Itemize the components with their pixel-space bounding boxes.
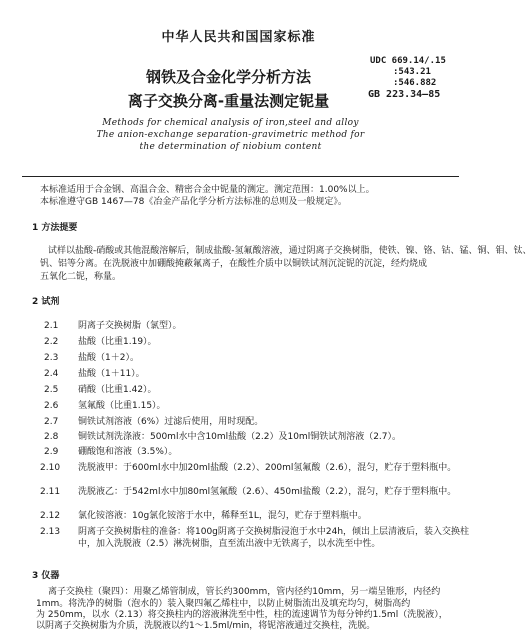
reagent-text: 盐酸（1＋11）。 xyxy=(78,369,145,379)
reagent-text: 阴离子交换树脂（氯型）。 xyxy=(78,321,182,331)
reagent-num: 2.1 xyxy=(44,321,59,331)
reagent-num: 2.3 xyxy=(44,353,59,363)
reagent-num: 2.11 xyxy=(40,487,61,497)
reagent-text: 氢氟酸（比重1.15）。 xyxy=(78,401,166,411)
reagent-num: 2.2 xyxy=(44,337,59,347)
reagent-text: 硝酸（比重1.42）。 xyxy=(78,385,157,395)
reagent-num: 2.9 xyxy=(44,447,59,457)
reagent-text: 氯化铵溶液：10g氯化铵溶于水中，稀释至1L，混匀，贮存于塑料瓶中。 xyxy=(78,511,367,521)
reagent-text: 洗脱液甲：于600ml水中加20ml盐酸（2.2）、200ml氢氟酸（2.6），混匀，贮存于塑料瓶中。 xyxy=(78,463,457,473)
section-3-line-4: 以阴离子交换树脂为介质，洗脱液以约1～1.5ml/min，将铌溶液通过交换柱，洗脱。 xyxy=(36,621,376,631)
section-2-heading: 2 试剂 xyxy=(32,297,60,307)
title-cn-line-1: 钢铁及合金化学分析方法 xyxy=(145,68,311,86)
gb-number: GB 223.34—85 xyxy=(368,89,441,100)
section-3-line-2: 1mm。将洗净的树脂（泡水的）装入聚四氟乙烯柱中，以防止树脂流出及填充均匀，树脂高约 xyxy=(36,599,411,609)
title-en-line-3: the determination of niobium content xyxy=(139,142,322,152)
section-1-line-3: 五氧化二铌，称量。 xyxy=(40,272,122,282)
reagent-text: 洗脱液乙：于542ml水中加80ml氢氟酸（2.6）、450ml盐酸（2.2），混匀，贮存于塑料瓶中。 xyxy=(78,487,457,497)
reagent-text: 铜铁试剂洗涤液：500ml水中含10ml盐酸（2.2）及10ml铜铁试剂溶液（2.7）。 xyxy=(78,432,402,442)
section-1-line-1: 试样以盐酸-硝酸或其他混酸溶解后，制成盐酸-氢氟酸溶液，通过阴离子交换树脂，使铁、镍、铬、钴、锰、铜、钼、钛、 xyxy=(48,246,532,256)
reagent-num: 2.10 xyxy=(40,463,61,473)
reagent-text: 硼酸饱和溶液（3.5%）。 xyxy=(78,447,178,457)
udc-line-2: :543.21 xyxy=(393,67,431,77)
udc-line-3: :546.882 xyxy=(393,78,437,88)
title-en-line-2: The anion-exchange separation-gravimetric method for xyxy=(96,130,365,140)
section-3-heading: 3 仪器 xyxy=(32,571,60,581)
reagent-text: 阴离子交换树脂柱的准备：将100g阴离子交换树脂浸泡于水中24h，倾出上层清液后，装入交换柱中，加入洗脱液（2.5）淋洗树脂，直至流出液中无铁离子，以水洗至中性。 xyxy=(78,527,470,549)
reagent-num: 2.8 xyxy=(44,432,59,442)
section-3-line-1: 离子交换柱（聚四）：用聚乙烯管制成，管长约300mm，管内径约10mm，另一端呈锥形，内径约 xyxy=(48,587,441,597)
reagent-num: 2.6 xyxy=(44,401,59,411)
section-3-line-3: 为 250mm，以水（2.13）将交换柱内的溶液淋洗至中性，柱的流速调节为每分钟约1.5ml（洗脱液）， xyxy=(36,610,448,620)
reagent-num: 2.7 xyxy=(44,417,59,427)
title-cn-line-2: 离子交换分离-重量法测定铌量 xyxy=(127,92,330,110)
reagent-text: 铜铁试剂溶液（6%）过滤后使用，用时现配。 xyxy=(78,417,264,427)
udc-line-1: UDC 669.14/.15 xyxy=(370,56,446,66)
reagent-num: 2.5 xyxy=(44,385,59,395)
reagent-num: 2.13 xyxy=(40,527,61,537)
reagent-num: 2.4 xyxy=(44,369,59,379)
section-1-heading: 1 方法提要 xyxy=(32,223,78,233)
reagent-text: 盐酸（比重1.19）。 xyxy=(78,337,157,347)
intro-line-2: 本标准遵守GB 1467—78《冶金产品化学分析方法标准的总则及一般规定》。 xyxy=(40,197,347,207)
reagent-num: 2.12 xyxy=(40,511,61,521)
intro-line-1: 本标准适用于合金钢、高温合金、精密合金中铌量的测定。测定范围：1.00%以上。 xyxy=(40,185,375,195)
reagent-text: 盐酸（1＋2）。 xyxy=(78,353,139,363)
header-divider xyxy=(22,176,459,177)
title-en-line-1: Methods for chemical analysis of iron,steel and alloy xyxy=(102,118,359,128)
standard-header: 中华人民共和国国家标准 xyxy=(161,30,316,45)
section-1-line-2: 钒、铝等分离。在洗脱液中加硼酸掩蔽氟离子，在酸性介质中以铜铁试剂沉淀铌的沉淀，经灼烧成 xyxy=(40,259,428,269)
